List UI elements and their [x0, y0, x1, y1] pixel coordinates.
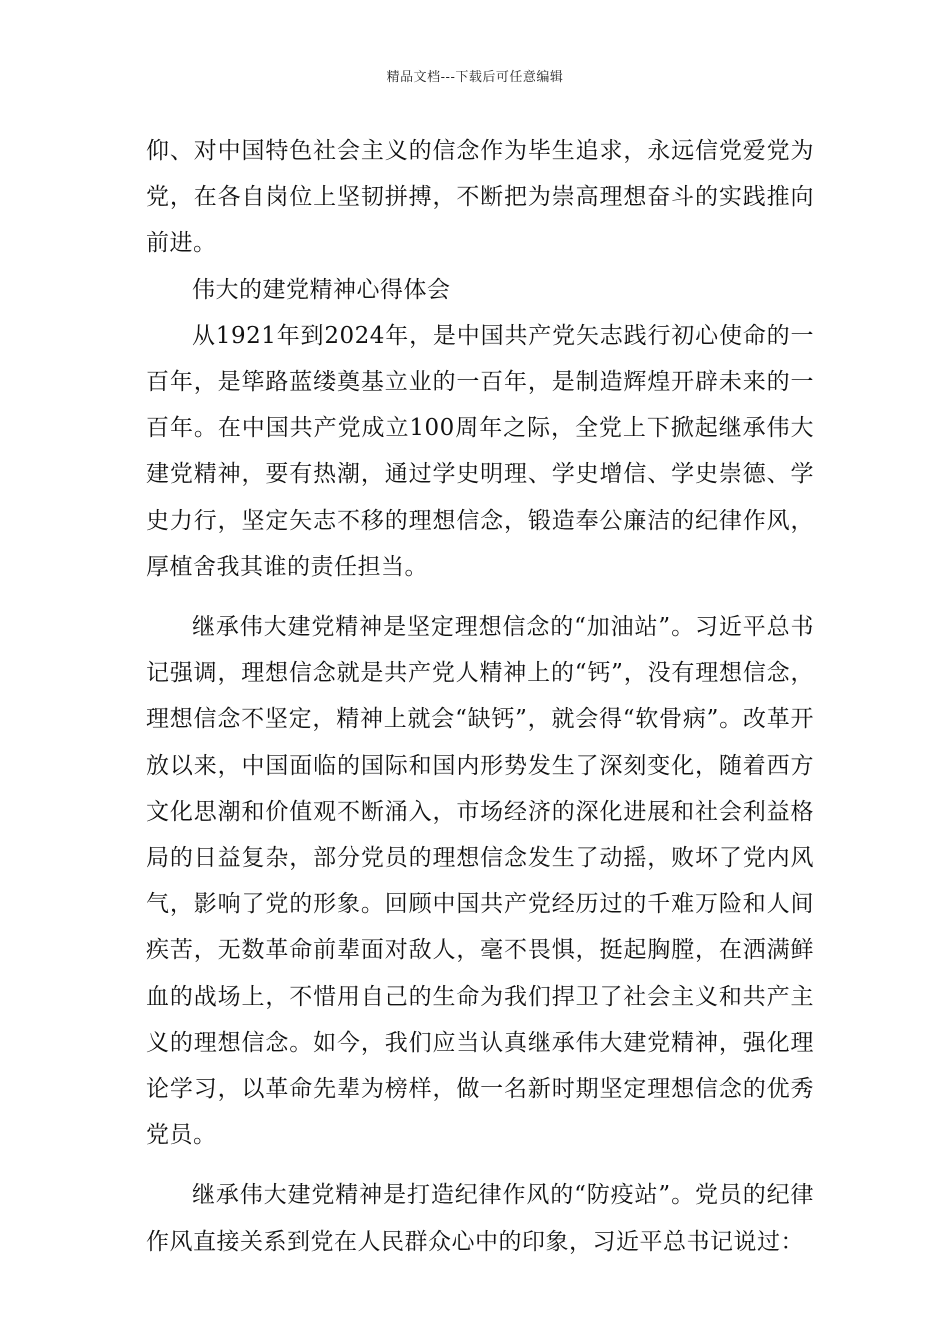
paragraph-intro: 从1921年到2024年，是中国共产党矢志践行初心使命的一百年，是筚路蓝缕奠基立业的一百年，是制造辉煌开辟未来的一百年。在中国共产党成立100周年之际，全党上下掀起继承伟大建党精神，要有热潮，通过学史明理、学史增信、学史崇德、学史力行，坚定矢志不移的理想信念，锻造奉公廉洁的纪律作风，厚植舍我其谁的责任担当。 [146, 322, 814, 580]
paragraph-discipline: 继承伟大建党精神是打造纪律作风的“防疫站”。党员的纪律作风直接关系到党在人民群众心中的印象，习近平总书记说过： [146, 1182, 814, 1255]
document-body [146, 128, 814, 1265]
section-title: 伟大的建党精神心得体会 [192, 276, 451, 303]
paragraph-ideals: 继承伟大建党精神是坚定理想信念的“加油站”。习近平总书记强调，理想信念就是共产党人精神上的“钙”，没有理想信念，理想信念不坚定，精神上就会“缺钙”，就会得“软骨病”。改革开放以来，中国面临的国际和国内形势发生了深刻变化，随着西方文化思潮和价值观不断涌入，市场经济的深化进展和社会利益格局的日益复杂，部分党员的理想信念发生了动摇，败坏了党内风气，影响了党的形象。回顾中国共产党经历过的千难万险和人间疾苦，无数革命前辈面对敌人，毫不畏惧，挺起胸膛，在洒满鲜血的战场上，不惜用自己的生命为我们捍卫了社会主义和共产主义的理想信念。如今，我们应当认真继承伟大建党精神，强化理论学习，以革命先辈为榜样，做一名新时期坚定理想信念的优秀党员。 [146, 614, 814, 1149]
paragraph-continuation: 仰、对中国特色社会主义的信念作为毕生追求，永远信党爱党为党，在各自岗位上坚韧拼搏，不断把为崇高理想奋斗的实践推向前进。 [146, 138, 814, 257]
page-header: 精品文档---下载后可任意编辑 [386, 70, 564, 85]
